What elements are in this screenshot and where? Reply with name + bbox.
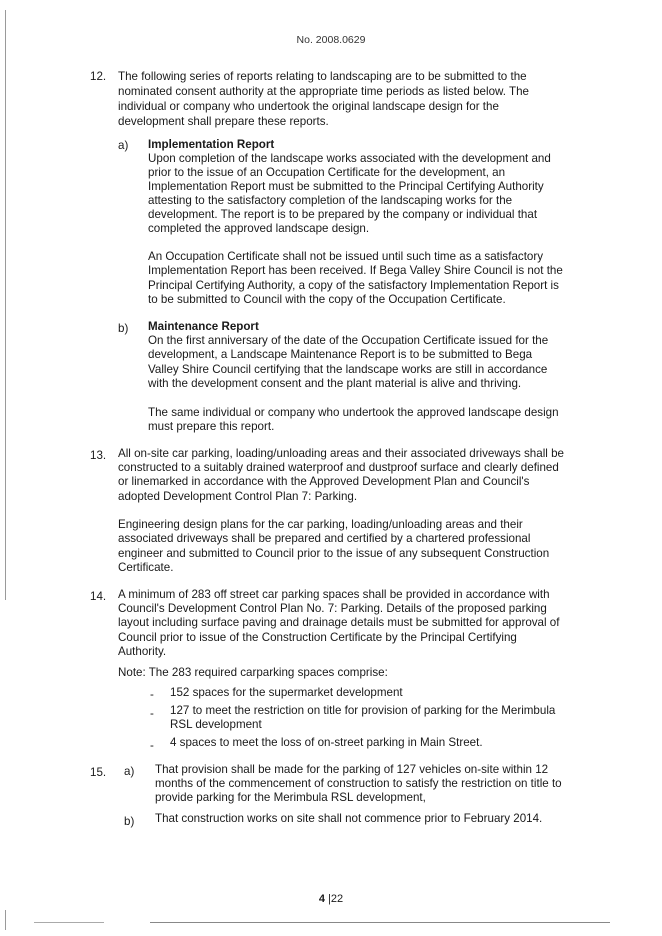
page-number: 4 [318, 893, 325, 905]
paragraph-line: or linemarked in accordance with the Approved Development Plan and Council's [118, 475, 530, 488]
item-number: 12. [90, 70, 107, 83]
paragraph-line: to be submitted to Council with the copy of the Occupation Certificate. [148, 293, 506, 306]
paragraph-line: Implementation Report must be submitted to the Principal Certifying Authority [148, 180, 544, 193]
paragraph-line: provide parking for the Merimbula RSL development, [155, 791, 426, 804]
paragraph-line: nominated consent authority at the appropriate time periods as listed below. The [118, 85, 529, 98]
paragraph-line: Council's Development Control Plan No. 7: Parking. Details of the proposed parking [118, 602, 547, 615]
bullet-dash: - [150, 707, 154, 720]
bullet-dash: - [150, 688, 154, 701]
paragraph-line: Principal Certifying Authority, a copy of the satisfactory Implementation Report is [148, 279, 559, 292]
paragraph-line: layout including surface paving and drainage details must be submitted for approval of [118, 616, 560, 629]
note-line: Note: The 283 required carparking spaces comprise: [118, 666, 388, 679]
paragraph-line: Authority. [118, 645, 167, 658]
paragraph-line: adopted Development Control Plan 7: Parking. [118, 490, 358, 503]
paragraph-line: The same individual or company who undertook the approved landscape design [148, 406, 559, 419]
sub-item-marker: b) [124, 815, 135, 828]
page-separator: | [328, 893, 331, 905]
paragraph-line: The following series of reports relating to landscaping are to be submitted to the [118, 70, 527, 83]
sub-item-marker: a) [118, 139, 129, 152]
paragraph-line: months of the commencement of construction to satisfy the restriction on title to [155, 777, 562, 790]
bullet-line: 4 spaces to meet the loss of on-street parking in Main Street. [170, 736, 483, 749]
section-heading: Maintenance Report [148, 320, 259, 333]
paragraph-line: individual or company who undertook the original landscape design for the [118, 100, 499, 113]
paragraph-line: That construction works on site shall not commence prior to February 2014. [155, 812, 543, 825]
bullet-line: 127 to meet the restriction on title for provision of parking for the Merimbula [170, 704, 556, 717]
footer-rule [34, 922, 104, 923]
paragraph-line: That provision shall be made for the parking of 127 vehicles on-site within 12 [155, 763, 549, 776]
paragraph-line: development, a Landscape Maintenance Report is to be submitted to Bega [148, 348, 533, 361]
bullet-line: 152 spaces for the supermarket development [170, 686, 403, 699]
paragraph-line: development. The report is to be prepared by the company or individual that [148, 208, 538, 221]
paragraph-line: All on-site car parking, loading/unloading areas and their associated driveways shall be [118, 447, 564, 460]
page-total: 22 [330, 893, 344, 905]
section-heading: Implementation Report [148, 138, 275, 151]
page-footer [0, 893, 662, 905]
paragraph-line: A minimum of 283 off street car parking spaces shall be provided in accordance with [118, 588, 550, 601]
bullet-dash: - [150, 739, 154, 752]
scan-edge-line [5, 10, 6, 600]
paragraph-line: with the development consent and the plant material is alive and thriving. [148, 377, 522, 390]
paragraph-line: Certificate. [118, 561, 174, 574]
paragraph-line: Engineering design plans for the car parking, loading/unloading areas and their [118, 518, 523, 531]
paragraph-line: An Occupation Certificate shall not be issued until such time as a satisfactory [148, 250, 544, 263]
paragraph-line: Upon completion of the landscape works associated with the development and [148, 152, 551, 165]
sub-item-marker: a) [124, 765, 135, 778]
paragraph-line: constructed to a suitably drained waterproof and dustproof surface and clearly defined [118, 461, 559, 474]
item-number: 13. [90, 449, 107, 462]
item-number: 15. [90, 766, 107, 779]
bullet-line: RSL development [170, 718, 262, 731]
paragraph-line: Valley Shire Council certifying that the landscape works are still in accordance [148, 363, 548, 376]
document-number: No. 2008.0629 [296, 34, 366, 46]
paragraph-line: Council prior to issue of the Construction Certificate by the Principal Certifying [118, 631, 517, 644]
item-number: 14. [90, 590, 107, 603]
scan-edge-line [5, 910, 6, 930]
sub-item-marker: b) [118, 322, 129, 335]
paragraph-line: attesting to the satisfactory completion of the landscaping works for the [148, 194, 513, 207]
paragraph-line: must prepare this report. [148, 420, 275, 433]
paragraph-line: engineer and submitted to Council prior to the issue of any subsequent Construction [118, 547, 550, 560]
paragraph-line: completed the approved landscape design. [148, 222, 370, 235]
paragraph-line: Implementation Report has been received. If Bega Valley Shire Council is not the [148, 264, 563, 277]
paragraph-line: On the first anniversary of the date of the Occupation Certificate issued for the [148, 334, 549, 347]
paragraph-line: prior to the issue of an Occupation Certificate for the development, an [148, 166, 506, 179]
paragraph-line: associated driveways shall be prepared and certified by a chartered professional [118, 532, 531, 545]
paragraph-line: development shall prepare these reports. [118, 115, 329, 128]
footer-rule [150, 922, 610, 923]
